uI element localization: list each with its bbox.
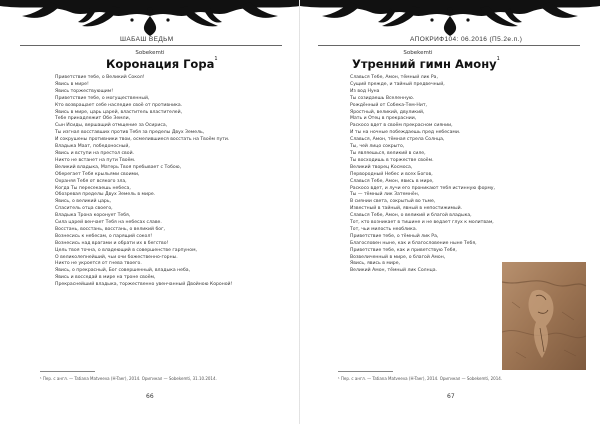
poem-line: В сиянии света, сокрытый во тьме, xyxy=(350,199,436,205)
header-ornament xyxy=(300,0,600,38)
poem-line: Раскосо вдет, и лучи его проникают тебя истинную форму, xyxy=(350,185,495,191)
poem-line: Ты изгнал восставших против Тебя за пределы Двух Земель, xyxy=(55,130,205,136)
poem-line: Тот, чьи милость необлика. xyxy=(350,226,418,232)
amun-relief-photo xyxy=(502,262,586,370)
running-head: ШАБАШ ВЕДЬМ xyxy=(120,36,174,43)
poem-line: Явись, о прекрасный, Бог совершенный, владыка неба, xyxy=(55,268,191,274)
poem-line: Рождённый от Собека-Тем-Нит, xyxy=(350,102,428,108)
poem-line: Тебе принадлежит Обе Земли, xyxy=(55,116,131,122)
poem-line: О великолепнейший, чьи очи божественно-горны. xyxy=(55,254,178,260)
right-page xyxy=(300,0,600,424)
poem-line: Славься Тебе, Амон, явись в мире, xyxy=(350,178,434,184)
poem-line: Великий Амон, тёмный лик Солнца. xyxy=(350,268,438,274)
poem-line: Ты являешься, великий в силе, xyxy=(350,150,426,156)
poem-line: Восстань, восстань, восстань, о великий бог, xyxy=(55,226,165,232)
poem-line: Мать и Отец в прекраснии, xyxy=(350,116,417,122)
page-number: 66 xyxy=(146,393,154,400)
header-rule xyxy=(20,45,282,46)
footnote-rule xyxy=(40,371,95,372)
poem-line: Ты, чей лицо сокрыто, xyxy=(350,144,405,150)
poem-title xyxy=(352,57,500,71)
poem-line: Возвеличенный в мире, о благой Амон, xyxy=(350,254,446,260)
poem-line: Приветствие тебе, о могущественный, xyxy=(55,95,150,101)
poem-line: Великий творец Космоса, xyxy=(350,164,413,170)
poem-line: Из вод Нуна xyxy=(350,88,380,94)
poem-title-text: Коронация Гора xyxy=(106,57,215,71)
poem-line: Вознесись к небесам, о парящий сокол! xyxy=(55,233,153,239)
footnote-marker[interactable]: 1 xyxy=(496,56,500,62)
poem-line: Известный в тайный, явный в непостижимый. xyxy=(350,206,463,212)
poem-line: Славься Тебе, Амон, о великий и благой владыка, xyxy=(350,213,472,219)
poem-line: Ты созидаешь Вселенную. xyxy=(350,95,415,101)
poem-line: Явись в мире, царь царей, властитель властителей, xyxy=(55,109,183,115)
poem-line: Ты восходишь в торжестве своём. xyxy=(350,157,434,163)
poem-text xyxy=(350,75,495,275)
poem-text xyxy=(55,75,232,289)
poem-line: Сила царей венчает Тебя на небесах славе. xyxy=(55,220,162,226)
poem-line: Явись в мире! xyxy=(55,81,89,87)
poem-line: Цель твоя точна, о владеющий в совершенстве гарпуном, xyxy=(55,247,197,253)
footnote-rule xyxy=(338,371,393,372)
page-number: 67 xyxy=(447,393,455,400)
poem-line: Приветствие тебе, как и приветствую Тебя, xyxy=(350,247,457,253)
poem-line: Первородный Небес и всех Богов, xyxy=(350,171,433,177)
poem-line: Никто не встанет на пути Твоём. xyxy=(55,157,136,163)
poem-line: Сын Исиды, вершащий отмщение за Осириса, xyxy=(55,123,168,129)
poem-line: Владыка Маат, победоносный, xyxy=(55,144,130,150)
poem-line: Оберегает Тебя крыльями своими, xyxy=(55,171,140,177)
poem-line: Спаситель отца своего, xyxy=(55,206,113,212)
poem-title-text: Утренний гимн Амону xyxy=(352,57,497,71)
poem-line: Славься Тебе, Амон, тёмный лик Ра, xyxy=(350,75,438,80)
poem-line: Славься, Амон, тёмная стрела Солнца, xyxy=(350,137,445,143)
header-rule xyxy=(318,45,580,46)
poem-line: Явись и вступи на престол свой. xyxy=(55,150,135,156)
author-name: Sobekemti xyxy=(403,50,433,56)
poem-line: Великий владыка, Матерь Твоя пребывает с Тобою, xyxy=(55,164,182,170)
poem-line: Когда Ты пересекаешь небеса, xyxy=(55,185,131,191)
header-ornament xyxy=(0,0,300,38)
poem-line: Явись, о великий царь, xyxy=(55,199,111,205)
poem-line: И сокрушены противники твои, осмелившиеся восстать на Твоём пути. xyxy=(55,137,230,143)
poem-line: И ты на ночные побеждаешь пред небесами. xyxy=(350,130,461,136)
poem-line: Вознесись над врагами и обрати их в бегство! xyxy=(55,240,169,246)
poem-line: Сущий прежде, и тайный предвечный, xyxy=(350,81,445,87)
poem-line: Явись торжествующим! xyxy=(55,88,114,94)
poem-line: Приветствие тебе, о тёмный лик Ра, xyxy=(350,233,439,239)
footnote: ¹ Пер. с англ. — Tatiana Matveeva (H-Taer), 2014. Оригинал — Sobekemti, 31.10.2014. xyxy=(40,376,217,381)
poem-line: Охраняя Тебя от всякого зла, xyxy=(55,178,127,184)
author-name: Sobekemti xyxy=(135,50,165,56)
poem-title xyxy=(106,57,218,71)
footnote: ¹ Пер. с англ. — Tatiana Matveeva (H-Taer), 2014. Оригинал — Sobekemti, 2014. xyxy=(338,376,503,381)
poem-line: Явись, явись в мире, xyxy=(350,261,401,267)
poem-line: Прекраснейший владыка, торжественно увенчанный Двойною Короной! xyxy=(55,282,233,288)
running-head: АПОКРИФ104: 06.2016 (П5.2е.п.) xyxy=(410,36,523,43)
poem-line: Обозревая пределы Двух Земель в мире. xyxy=(55,192,156,198)
poem-line: Явись и восседай в мире на троне своём, xyxy=(55,275,156,281)
footnote-marker[interactable]: 1 xyxy=(214,56,218,62)
poem-line: Благословен ныне, как и благословение ныне Тебя, xyxy=(350,240,477,246)
poem-line: Ты — тёмный лик Затемнён, xyxy=(350,192,420,198)
poem-line: Тот, кто возникает в тишине и не ведает глух к молитвам, xyxy=(350,220,494,226)
poem-line: Раскосо вдет в своём прекрасном сиянии, xyxy=(350,123,453,129)
poem-line: Яростный, великий, двуликий, xyxy=(350,109,425,115)
poem-line: Никто не укроется от гнева твоего. xyxy=(55,261,142,267)
poem-line: Приветствие тебе, о Великий Сокол! xyxy=(55,75,145,80)
poem-line: Кто возвращает себе наследие своё от противника. xyxy=(55,102,183,108)
poem-line: Владыка Трона коронует Тебя, xyxy=(55,213,131,219)
